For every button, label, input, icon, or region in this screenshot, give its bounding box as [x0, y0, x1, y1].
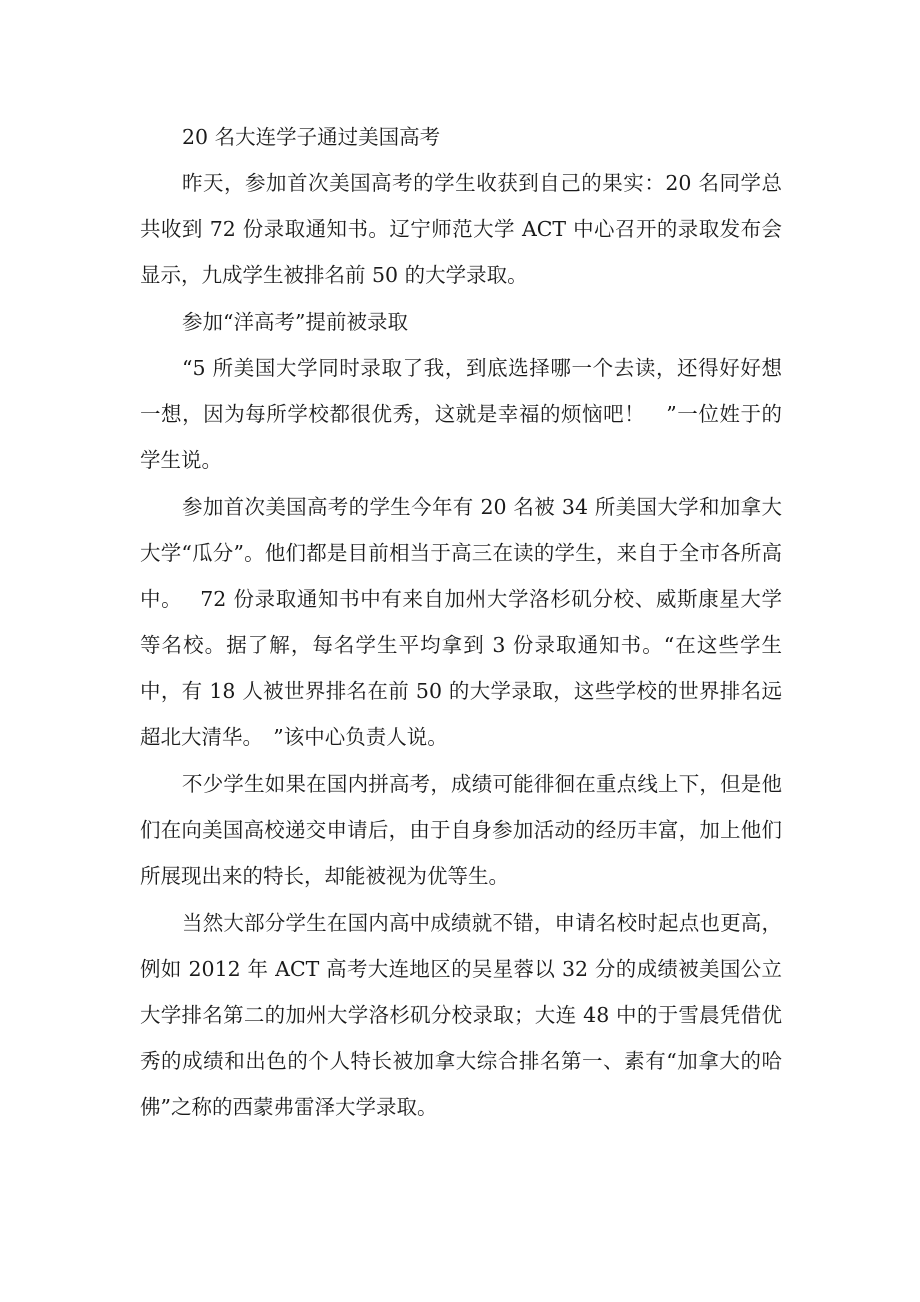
paragraph-admissions: 参加首次美国高考的学生今年有 20 名被 34 所美国大学和加拿大大学“瓜分”。他们都是目前相当于高三在读的学生，来自于全市各所高中。 72 份录取通知书中有来自加州大学洛杉矶分校、威斯康星大学等名校。据了解，每名学生平均拿到 3 份录取通知书。“在这些学生中，有 18 人被世界排名在前 50 的大学录取，这些学校的世界排名远超北大清华。 ”该中心负责人说。	[140, 495, 782, 749]
paragraph-students: 不少学生如果在国内拼高考，成绩可能徘徊在重点线上下，但是他们在向美国高校递交申请后，由于自身参加活动的经历丰富，加上他们所展现出来的特长，却能被视为优等生。	[140, 772, 782, 888]
paragraph-quote: “5 所美国大学同时录取了我，到底选择哪一个去读，还得好好想一想，因为每所学校都很优秀，这就是幸福的烦恼吧！ ”一位姓于的学生说。	[140, 356, 782, 472]
paragraph-examples: 当然大部分学生在国内高中成绩就不错，申请名校时起点也更高，例如 2012 年 ACT 高考大连地区的吴星蓉以 32 分的成绩被美国公立大学排名第二的加州大学洛杉矶分校录取；大连 48 中的于雪晨凭借优秀的成绩和出色的个人特长被加拿大综合排名第一、素有“加拿大的哈佛”之称的西蒙弗雷泽大学录取。	[140, 911, 782, 1119]
paragraph-intro: 昨天，参加首次美国高考的学生收获到自己的果实：20 名同学总共收到 72 份录取通知书。辽宁师范大学 ACT 中心召开的录取发布会显示，九成学生被排名前 50 的大学录取。	[140, 171, 782, 287]
article-body	[140, 114, 782, 1131]
article-title: 20 名大连学子通过美国高考	[182, 125, 441, 149]
section-heading: 参加“洋高考”提前被录取	[182, 310, 408, 334]
